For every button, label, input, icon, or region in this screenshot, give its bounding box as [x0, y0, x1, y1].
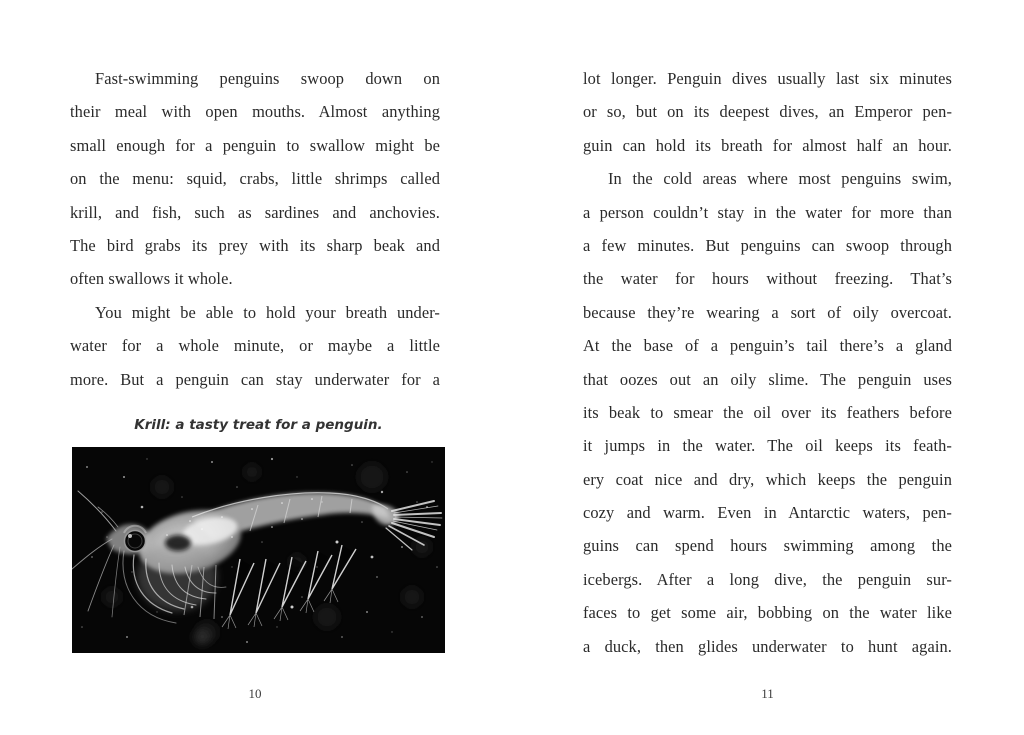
text-line: ery coat nice and dry, which keeps the penguin: [583, 469, 952, 489]
text-line: a person couldn’t stay in the water for more than: [583, 202, 952, 222]
text-line: cozy and warm. Even in Antarctic waters, pen-: [583, 503, 952, 523]
page-11-text-column: [583, 62, 952, 663]
text-line: guin can hold its breath for almost half an hour.: [583, 135, 952, 155]
text-line: krill, and fish, such as sardines and anchovies.: [70, 202, 440, 222]
text-line: that oozes out an oily slime. The penguin uses: [583, 369, 952, 389]
text-line: a duck, then glides underwater to hunt again.: [583, 636, 952, 656]
text-line: You might be able to hold your breath under-: [95, 302, 440, 322]
text-line: water for a whole minute, or maybe a little: [70, 336, 440, 356]
text-line: or so, but on its deepest dives, an Emperor pen-: [583, 102, 952, 122]
page-number-right: 11: [761, 686, 774, 701]
text-line: faces to get some air, bobbing on the water like: [583, 603, 952, 623]
text-line: The bird grabs its prey with its sharp beak and: [70, 235, 440, 255]
text-line: it jumps in the water. The oil keeps its feath-: [583, 436, 952, 456]
text-line: guins can spend hours swimming among the: [583, 536, 952, 556]
text-line: lot longer. Penguin dives usually last six minutes: [583, 69, 952, 88]
text-line: At the base of a penguin’s tail there’s a gland: [583, 336, 952, 356]
text-line: often swallows it whole.: [70, 269, 233, 289]
photo-caption: Krill: a tasty treat for a penguin.: [134, 417, 383, 433]
krill-photo: [72, 447, 445, 653]
page-10-text-column: [70, 62, 440, 396]
text-line: more. But a penguin can stay underwater for a: [70, 369, 440, 389]
page-number-left: 10: [248, 686, 262, 701]
text-line: because they’re wearing a sort of oily overcoat.: [583, 302, 952, 322]
krill-photo-svg: [72, 447, 445, 653]
text-line: icebergs. After a long dive, the penguin sur-: [583, 569, 952, 589]
text-line: a few minutes. But penguins can swoop through: [583, 235, 952, 255]
text-line: small enough for a penguin to swallow might be: [70, 135, 440, 155]
text-line: Fast-swimming penguins swoop down on: [95, 69, 440, 88]
text-line: on the menu: squid, crabs, little shrimps called: [70, 169, 440, 189]
text-line: their meal with open mouths. Almost anything: [70, 102, 440, 122]
text-line: the water for hours without freezing. That’s: [583, 269, 952, 289]
text-line: its beak to smear the oil over its feathers before: [583, 402, 952, 422]
text-line: In the cold areas where most penguins swim,: [608, 169, 952, 189]
